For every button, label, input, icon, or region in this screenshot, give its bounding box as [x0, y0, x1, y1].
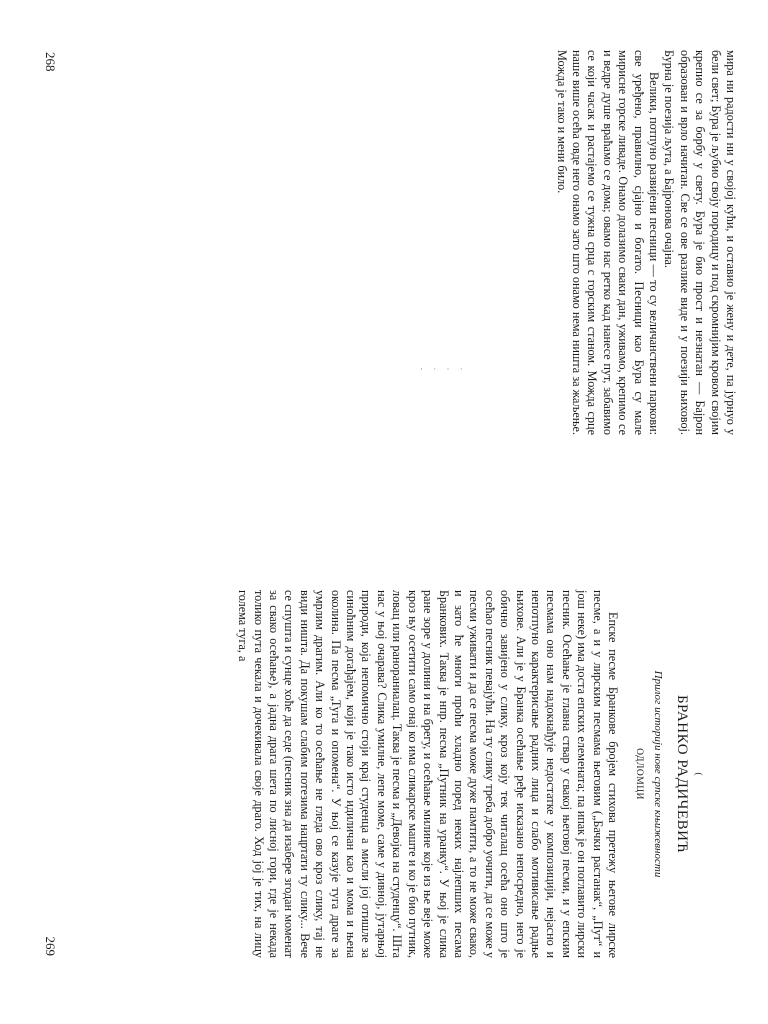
article-title: БРАНКО РАДИЧЕВИЋ [674, 694, 690, 854]
paragraph: Епске песме Бранкове бројем стихова претежу његове лирске песме, а и у лирским песмама његовим („Бачки растанак“, „Пут“ и још неке) има доста епских елемената; па ипак је он поглавито лирски песник. Осећање је главна ствар у свакој његовој песми, и у епским песмама оно нам надокнађује недостатке у композицији, нејасно и непотпуно карактерисање радних лица и слабо мотивисање радње њихове. Али је у Бранка осећање ређе исказано непосредно, него је обично завијено у слику, кроз коју тек читалац осећа оно што је осећао песник певајући. На ту слику треба добро уочити, да се може у песми уживати и да се песма може дуже памтити, а то не може свако, и зато ће многи проћи хладно поред неких најлепших песама Бранкових. Таква је нпр. песма „Путник на уранку“. У њој је слика ране зоре у долини и на брегу, и осећање милине које из ње веје може кроз њу осетити само онај ко има сликарске маште и ко је био путник, ловац или ранораниалац. Таква је песма и „Девојка на студенцу“. Шта нас у њој очарава? Слика умилне, лепе моме, саме у дивној, јутарњој природи, која непомично стоји крај студенца а мисли јој отишле за синоћним догађајем, који је тако исто идиличан као и мома и њена околина. Па песма „Туга и опомена“. У њој се казује туга драге за умрлим драгим. Али ко то осећање не гледа ово кроз слику, тај не види ништа. Да покушам слабим потезима нацртати ту слику... Вече се спушта и сунце хоће да седе (песник зна да изабере згодан моменат за свако осећање), а јадна драга шета по лисној гори, где је некада толико пута чекала и дочекивала своје драго. Ход јој је тих, на лицу голема туга, а [236, 590, 620, 958]
article-header [634, 590, 704, 958]
paragraph: мира ни радости ни у својој кући, и оставио је жену и дете, па јурнуо у бели свет; Бура је љубио своју породицу и под скромнијим кровом својим крепио се за борбу у свету. Бура је био прост и незнатан — Бајрон образован и врло начитан. Све се ове разлике виде и у поезији њиховој. Бурна је поезија љута, а Бајронова очајна. [662, 50, 738, 435]
left-page-body [553, 50, 738, 435]
right-page-body [235, 590, 620, 958]
scan-artifacts: · · · · [420, 364, 467, 374]
page-number: 268 [43, 52, 58, 72]
section-heading: ОДЛОМЦИ [634, 748, 644, 800]
page-number: 269 [43, 936, 58, 956]
scan-mark: ( [694, 772, 704, 776]
paragraph: Велики, потпуно развијени песници — то су величанствени паркови: све уређено, правилно, сјајно и богато. Песници као Бура су мале мирисне горске ливаде. Онамо долазимо сваки дан, уживамо, крепимо се и ведре душе враћамо се дома; овамо нас ретко кад нанесе пут, забавимо се који часак и растајемо се тужна срца с горским станом. Можда срце наше више осећа овде него онамо зато што онамо нема ништа за жаљење. Можда је тако и мени било. [554, 50, 661, 435]
right-page [0, 512, 768, 1024]
article-subtitle: Прилог историји нове српске књижевности [652, 670, 664, 878]
